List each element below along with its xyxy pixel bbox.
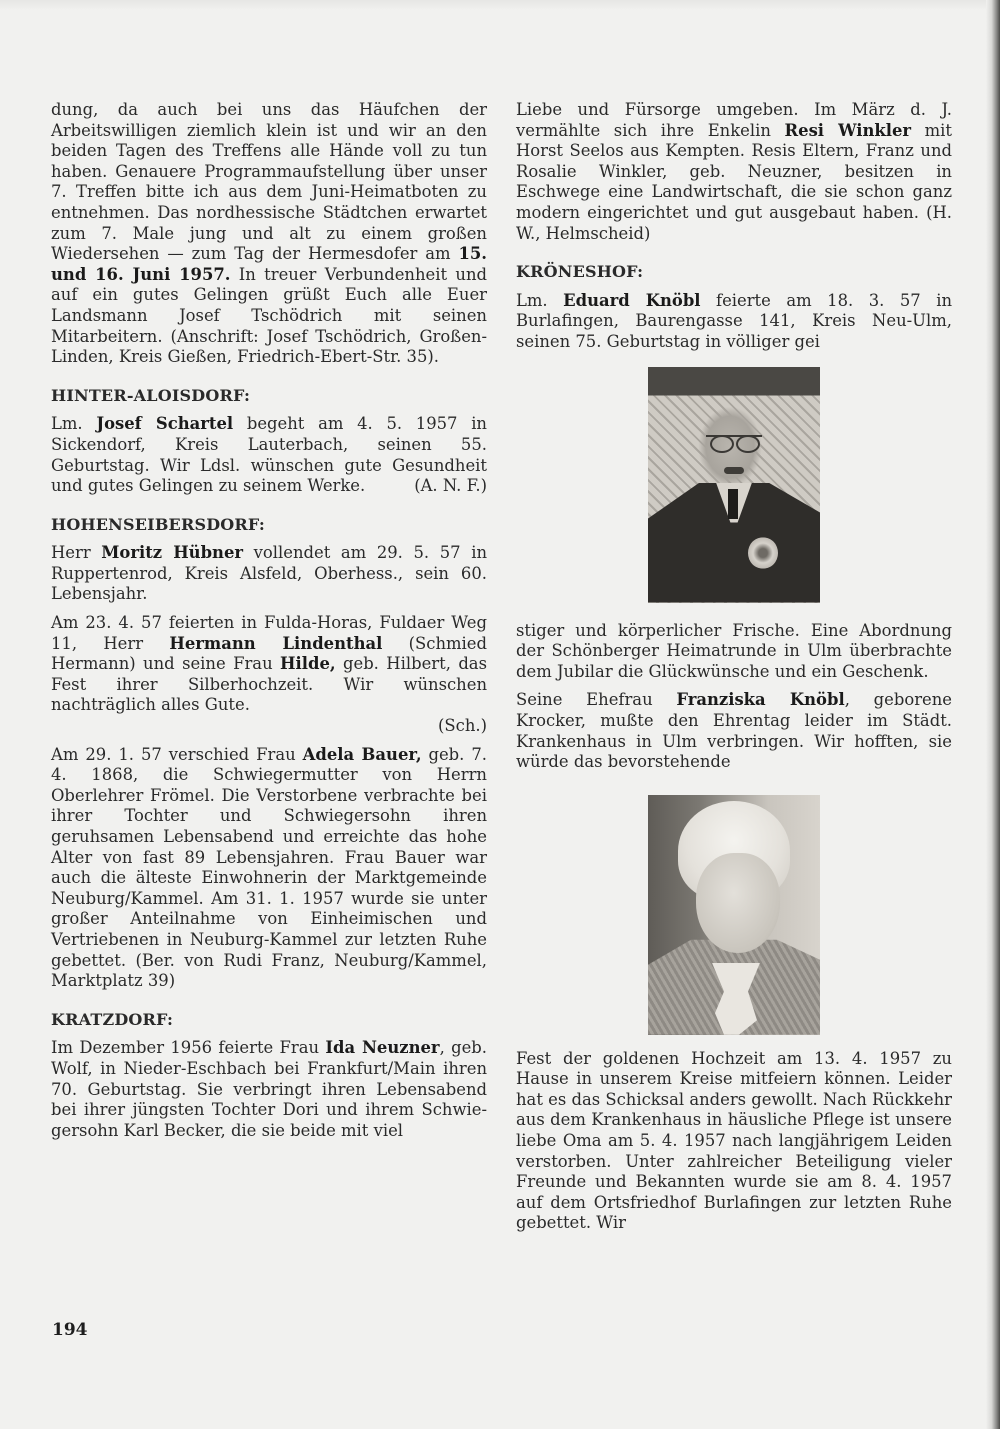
event-date-bold: 15. und 16. Juni 1957.: [51, 244, 487, 284]
page-binding-edge: [986, 0, 1000, 1429]
text: begeht am 4. 5. 1957 in Sickendorf, Kreis Lauterbach, seinen 55. Geburtstag. Wir Ldsl. wünschen gute Gesundheit und gutes Gelingen zu seinem Werke.: [51, 414, 487, 496]
text: , geborene Krocker, mußte den Ehrentag leider im Städt. Krankenhaus in Ulm verbringen. Wir hofften, sie würde das bevorstehende: [516, 690, 952, 772]
paragraph: stiger und körperlicher Frische. Eine Abordnung der Schönberger Heimatrunde in Ulm überbrachte dem Jubilar die Glückwünsche und ein Geschenk.: [516, 620, 952, 681]
text: mit Horst Seelos aus Kempten. Resis Eltern, Franz und Rosalie Winkler, geb. Neuzner, besitzen in Eschwege eine Landwirtschaft, die sie schon ganz modern eingerichtet und gut ausgebaut haben. (H. W., Helmscheid): [516, 120, 953, 243]
text: Liebe und Fürsorge umgeben. Im März d. J. vermählte sich ihre Enkelin: [516, 100, 952, 140]
page-number: 194: [52, 1320, 88, 1340]
text: Am 29. 1. 57 verschied Frau: [51, 744, 303, 764]
text: Im Dezember 1956 feierte Frau: [51, 1038, 326, 1058]
section-heading-hinter-aloisdorf: HINTER-ALOISDORF:: [51, 385, 251, 405]
paragraph: Fest der goldenen Hochzeit am 13. 4. 1957 zu Hause in unserem Kreise mitfeiern können. Leider hat es das Schicksal anders gewollt. Nach Rückkehr aus dem Krankenhaus in häusliche Pflege ist unsere liebe Oma am 5. 4. 1957 nach langjährigem Leiden verstorben. Unter zahlreicher Beteiligung vieler Freunde und Bekannten wurde sie am 8. 4. 1957 auf dem Ortsfriedhof Burlafingen zur letzten Ruhe gebettet. Wir: [516, 1048, 952, 1233]
text: , geb. Wolf, in Nieder-Eschbach bei Frankfurt/Main ihren 70. Geburtstag. Sie verbringt ihren Lebensabend bei ihrer jüngsten Tochter Dori und ihrem Schwiegersohn Karl Becker, die sie beide mit viel: [51, 1038, 487, 1140]
author-signature: (Sch.): [438, 716, 487, 736]
right-column: [516, 100, 952, 1242]
text: In treuer Verbundenheit und auf ein gutes Gelingen grüßt Euch alle Euer Landsmann Josef Tschödrich mit seinen Mitarbeitern. (Anschrift: Josef Tschödrich, Großen-Linden, Kreis Gießen, Friedrich-Ebert-Str. 35).: [51, 264, 487, 367]
section-heading-hohenseibersdorf: HOHENSEIBERSDORF:: [51, 514, 266, 534]
text: Seine Ehefrau: [516, 690, 677, 710]
paragraph: [516, 690, 952, 772]
person-name: Hermann Lindenthal: [169, 633, 383, 653]
text: Am 23. 4. 57 feierten in Fulda-Horas, Fuldaer Weg 11, Herr: [51, 613, 487, 653]
author-signature: (A. N. F.): [414, 476, 487, 496]
intro-paragraph: [51, 100, 487, 368]
photo-boutonniere: [748, 537, 778, 569]
portrait-photo-franziska-knoebl: [648, 795, 820, 1035]
person-name: Moritz Hübner: [101, 543, 244, 563]
text: Lm.: [516, 290, 564, 310]
left-column: [51, 100, 487, 1149]
paragraph: [51, 1038, 487, 1141]
text: dung, da auch bei uns das Häufchen der Arbeitswilligen ziemlich klein ist und wir an den beiden Tagen des Treffens alle Hände voll zu tun haben. Genauere Programmaufstellung über unser 7. Treffen bitte ich aus dem Juni-Heimatboten zu entnehmen. Das nordhessische Städtchen erwartet zum 7. Male jung und alt zu einem großen Wiedersehen — zum Tag der Hermesdofer am: [51, 100, 487, 264]
photo-face: [696, 853, 780, 953]
text: vollendet am 29. 5. 57 in Ruppertenrod, Kreis Alsfeld, Oberhess., sein 60. Lebensjahr.: [51, 543, 487, 604]
paragraph: [51, 613, 487, 737]
page-top-shadow: [0, 0, 1000, 10]
photo-tie: [728, 489, 738, 519]
text: (Schmied Hermann) und seine Frau: [51, 633, 487, 674]
portrait-photo-eduard-knoebl: [648, 367, 820, 603]
continuation-paragraph: [516, 100, 952, 244]
person-name: Franziska Knöbl: [676, 690, 845, 710]
paragraph: [51, 414, 487, 496]
paragraph: [516, 291, 952, 353]
section-heading-kratzdorf: KRATZDORF:: [51, 1009, 174, 1029]
person-name: Hilde,: [280, 654, 336, 674]
text: feierte am 18. 3. 57 in Burlafingen, Baurengasse 141, Kreis Neu-Ulm, seinen 75. Geburtstag in völliger gei: [516, 290, 953, 351]
text: geb. Hilbert, das Fest ihrer Silberhochzeit. Wir wünschen nachträglich alles Gute.: [51, 654, 487, 715]
text: Lm.: [51, 414, 97, 434]
photo-glasses: [706, 435, 762, 453]
person-name: Resi Winkler: [784, 120, 912, 140]
person-name: Josef Schartel: [96, 414, 234, 434]
section-heading-kroeneshof: KRÖNESHOF:: [516, 262, 644, 282]
person-name: Adela Bauer,: [302, 744, 422, 764]
paragraph: [51, 745, 487, 992]
text: Herr: [51, 543, 102, 563]
text: geb. 7. 4. 1868, die Schwiegermutter von Herrn Oberlehrer Frömel. Die Verstorbene verbrachte bei ihrer Tochter und Schwiegersohn ihren geruhsamen Lebensabend und erreichte das hohe Alter von fast 89 Lebensjahren. Frau Bauer war auch die älteste Einwohnerin der Marktgemeinde Neuburg/Kammel. Am 31. 1. 1957 wurde sie unter großer Anteilnahme von Einheimischen und Vertriebenen in Neuburg-Kammel zur letzten Ruhe gebettet. (Ber. von Rudi Franz, Neuburg/Kammel, Marktplatz 39): [51, 744, 487, 991]
photo-moustache: [724, 467, 744, 474]
person-name: Eduard Knöbl: [563, 290, 701, 310]
person-name: Ida Neuzner: [325, 1038, 440, 1058]
paragraph: [51, 543, 487, 605]
